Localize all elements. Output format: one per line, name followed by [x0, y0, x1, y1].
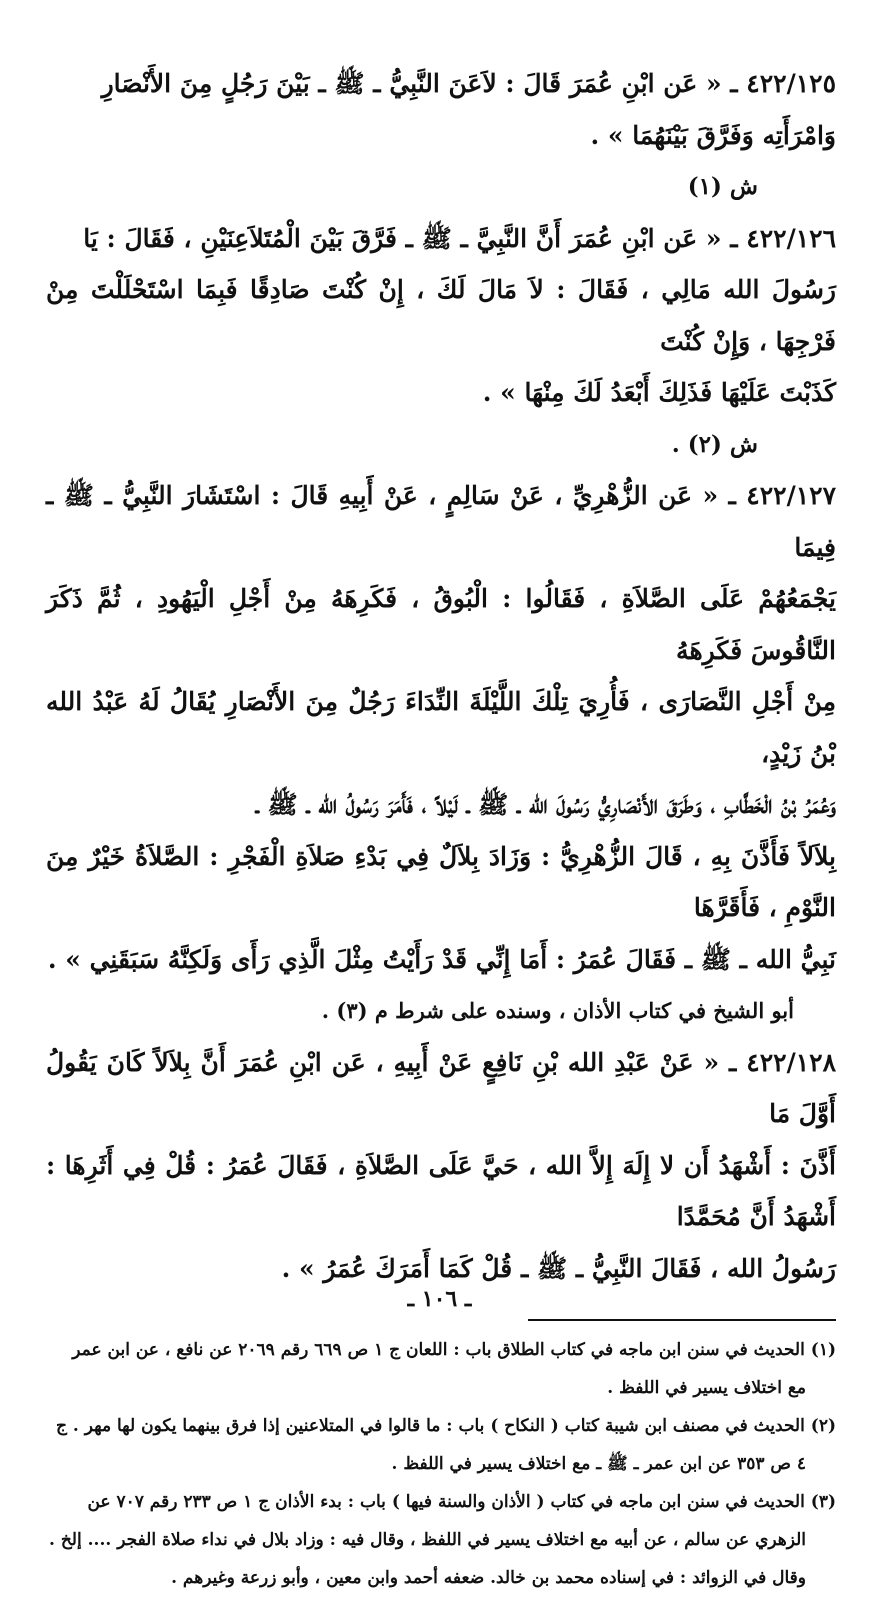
footnote-3 [46, 1487, 836, 1594]
footnote-3-line-3: وقال في الزوائد : في إسناده محمد بن خالد. ضعفه أحمد وابن معين ، وأبو زرعة وغيرهم . [171, 1568, 806, 1588]
hadith-127-line-6: نَبِيُّ الله ـ ﷺ ـ فَقَالَ عُمَرُ : أَمَا إِنِّي قَدْ رَأَيْتُ مِثْلَ الَّذِي رَأَى وَلَكِنَّهُ سَبَقَنِي » . [47, 944, 836, 974]
hadith-127-line-4: وَعُمَرُ بْنُ الْخَطَّابِ ، وَطَرَقَ الأَنْصَارِيُّ رَسُولَ الله ـ ﷺ ـ لَيْلاً ، فَأَمَرَ رَسُولُ الله ـ ﷺ ـ [255, 790, 836, 819]
hadith-128-line-3: رَسُولُ الله ، فَقَالَ النَّبِيُّ ـ ﷺ ـ قُلْ كَمَا أَمَرَكَ عُمَرُ » . [281, 1253, 836, 1283]
hadith-127-source: أبو الشيخ في كتاب الأذان ، وسنده على شرط م (٣) . [321, 998, 794, 1023]
hadith-127-line-5: بِلاَلاً فَأَذَّنَ بِهِ ، قَالَ الزُّهْرِيُّ : وَزَادَ بِلاَلٌ فِي بَدْءِ صَلاَةِ الْفَجْرِ : الصَّلاَةُ خَيْرٌ مِنَ النَّوْمِ ، فَأَقَرَّهَا [46, 841, 836, 922]
footnotes [46, 1335, 836, 1594]
footnote-2 [46, 1411, 836, 1480]
main-text [46, 58, 836, 1294]
hadith-128-line-2: أَذَّنَ : أَشْهَدُ أَن لا إِلَهَ إِلاَّ الله ، حَيَّ عَلَى الصَّلاَةِ ، فَقَالَ عُمَرُ : قُلْ فِي أَثَرِهَا : أَشْهَدُ أَنَّ مُحَمَّدًا [46, 1150, 836, 1231]
hadith-126-line-2: رَسُولَ الله مَالِي ، فَقَالَ : لاَ مَالَ لَكَ ، إِنْ كُنْتَ صَادِقًا فَبِمَا اسْتَحْلَلْتَ مِنْ فَرْجِهَا ، وَإِنْ كُنْتَ [46, 275, 836, 356]
hadith-125-reference: ش (١) [687, 173, 758, 200]
hadith-126-reference: ش (٢) . [671, 430, 758, 458]
hadith-127-line-3: مِنْ أَجْلِ النَّصَارَى ، فَأُرِيَ تِلْكَ اللَّيْلَةَ النِّدَاءَ رَجُلٌ مِنَ الأَنْصَارِ يُقَالُ لَهُ عَبْدُ الله بْنُ زَيْدٍ، [46, 687, 836, 768]
hadith-128-line-1: ٤٢٢/١٢٨ ـ « عَنْ عَبْدِ الله بْنِ نَافِعٍ عَنْ أَبِيهِ ، عَن ابْنِ عُمَرَ أَنَّ بِلاَلاً كَانَ يَقُولُ أَوَّلَ مَا [46, 1047, 836, 1128]
hadith-125-line-1: ٤٢٢/١٢٥ ـ « عَن ابْنِ عُمَرَ قَالَ : لاَعَنَ النَّبِيُّ ـ ﷺ ـ بَيْنَ رَجُلٍ مِنَ الأَنْصَارِ [101, 69, 836, 98]
hadith-127-line-1: ٤٢٢/١٢٧ ـ « عَن الزُّهْرِيِّ ، عَنْ سَالِمٍ ، عَنْ أَبِيهِ قَالَ : اسْتَشَارَ النَّبِيُّ ـ ﷺ ـ فِيمَا [46, 481, 836, 562]
hadith-125-line-2: وَامْرَأَتِه وَفَرَّقَ بَيْنَهُمَا » . [590, 120, 836, 150]
footnote-3-line-2: الزهري عن سالم ، عن أبيه مع اختلاف يسير في اللفظ ، وقال فيه : وزاد بلال في نداء صلاة الفجر .... إلخ . [49, 1530, 806, 1550]
footnote-2-line-2: ٤ ص ٣٥٣ عن ابن عمر ـ ﷺ ـ مع اختلاف يسير في اللفظ . [391, 1454, 806, 1474]
footnote-1-line-2: مع اختلاف يسير في اللفظ . [607, 1378, 806, 1398]
footnote-1 [46, 1335, 836, 1404]
hadith-127-line-2: يَجْمَعُهُمْ عَلَى الصَّلاَةِ ، فَقَالُوا : الْبُوقُ ، فَكَرِهَهُ مِنْ أَجْلِ الْيَهُودِ ، ثُمَّ ذَكَرَ النَّاقُوسَ فَكَرِهَهُ [46, 584, 836, 665]
footnote-2-line-1: (٢) الحديث في مصنف ابن شيبة كتاب ( النكاح ) باب : ما قالوا في المتلاعنين إذا فرق بينهما يكون لها مهر . ج [56, 1416, 836, 1436]
page-number: ـ ١٠٦ ـ [407, 1286, 472, 1312]
footnote-divider [528, 1319, 836, 1321]
hadith-126-line-1: ٤٢٢/١٢٦ ـ « عَن ابْنِ عُمَرَ أَنَّ النَّبِيَّ ـ ﷺ ـ فَرَّقَ بَيْنَ الْمُتَلاَعِنَيْنِ ، فَقَالَ : يَا [83, 223, 836, 253]
footnote-3-line-1: (٣) الحديث في سنن ابن ماجه في كتاب ( الأذان والسنة فيها ) باب : بدء الأذان ج ١ ص ٢٣٣ رقم ٧٠٧ عن [87, 1492, 836, 1512]
hadith-126-line-3: كَذَبْتَ عَلَيْهَا فَذَلِكَ أَبْعَدُ لَكَ مِنْهَا » . [482, 378, 836, 407]
document-page [46, 58, 836, 1601]
footnote-1-line-1: (١) الحديث في سنن ابن ماجه في كتاب الطلاق باب : اللعان ج ١ ص ٦٦٩ رقم ٢٠٦٩ عن نافع ، عن ابن عمر [72, 1340, 836, 1360]
